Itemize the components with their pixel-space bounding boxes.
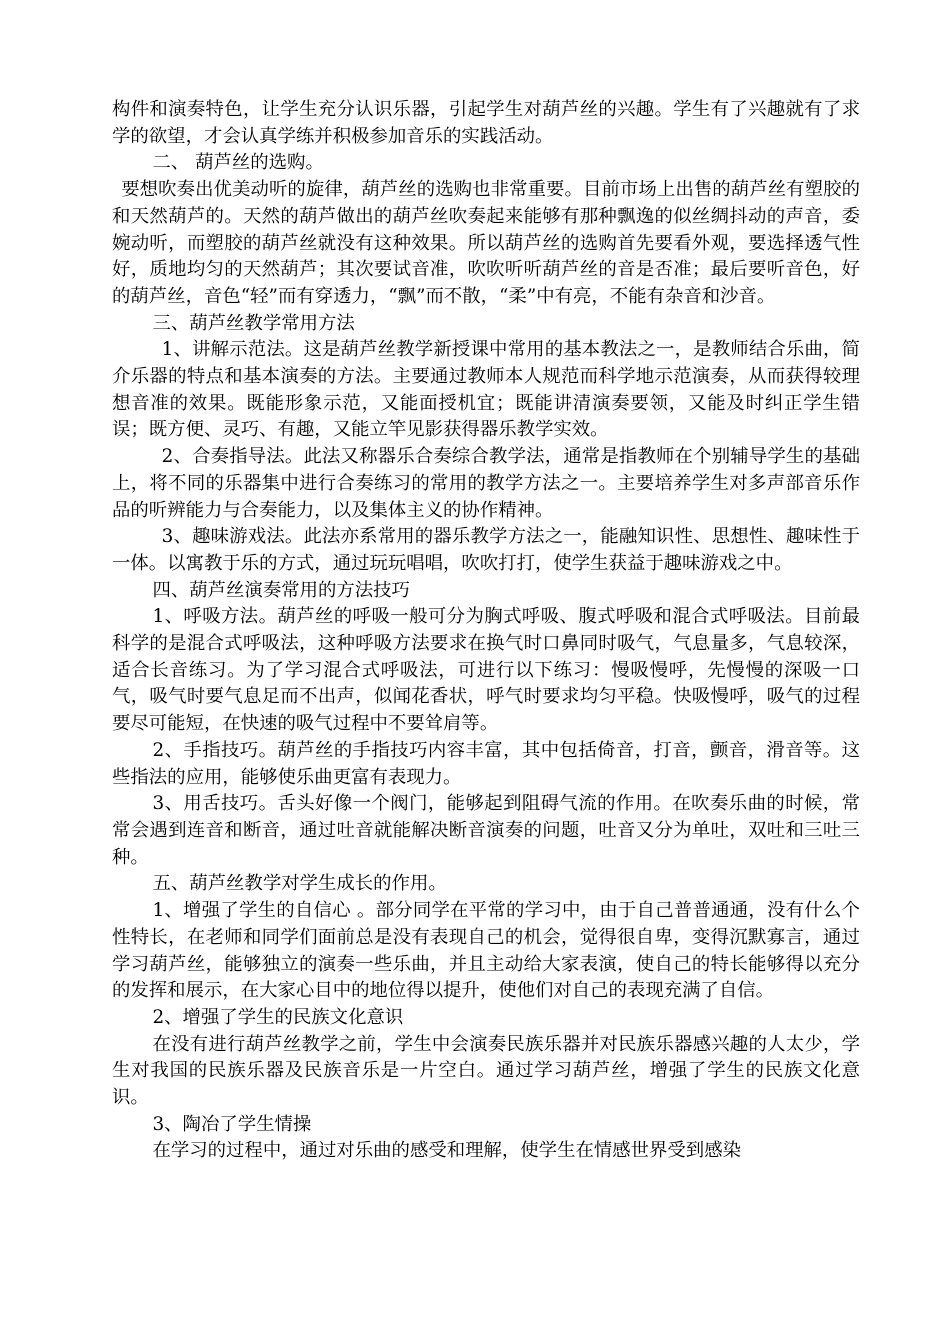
paragraph-effect-3: 在学习的过程中，通过对乐曲的感受和理解，使学生在情感世界受到感染 [152,1140,741,1162]
paragraph-method-2: 2、合奏指导法。此法又称器乐合奏综合教学法，通常是指教师在个别辅导学生的基础上，将不同的乐器集中进行合奏练习的常用的教学方法之一。主要培养学生对多声部音乐作品的听辨能力与合奏能力，以及集体主义的协作精神。 [112,446,860,521]
paragraph-method-3: 3、趣味游戏法。此法亦系常用的器乐教学方法之一，能融知识性、思想性、趣味性于一体。以寓教于乐的方式，通过玩玩唱唱，吹吹打打，使学生获益于趣味游戏之中。 [112,526,860,574]
paragraph-effect-2: 在没有进行葫芦丝教学之前，学生中会演奏民族乐器并对民族乐器感兴趣的人太少，学生对我国的民族乐器及民族音乐是一片空白。通过学习葫芦丝，增强了学生的民族文化意识。 [112,1033,860,1109]
paragraph-technique-1: 1、呼吸方法。葫芦丝的呼吸一般可分为胸式呼吸、腹式呼吸和混合式呼吸法。目前最科学的是混合式呼吸法，这种呼吸方法要求在换气时口鼻同时吸气，气息量多，气息较深，适合长音练习。为了学习混合式呼吸法，可进行以下练习：慢吸慢呼，先慢慢的深吸一口气，吸气时要气息足而不出声，似闻花香状，呼气时要求均匀平稳。快吸慢呼，吸气的过程要尽可能短，在快速的吸气过程中不要耸肩等。 [112,606,860,735]
paragraph-technique-3: 3、用舌技巧。舌头好像一个阀门，能够起到阻碍气流的作用。在吹奏乐曲的时候，常常会遇到连音和断音，通过吐音就能解决断音演奏的问题，吐音又分为单吐，双吐和三吐三种。 [112,793,860,868]
paragraph-effect-1: 1、增强了学生的自信心 。部分同学在平常的学习中，由于自己普普通通，没有什么个性特长，在老师和同学们面前总是没有表现自己的机会，觉得很自卑，变得沉默寡言，通过学习葫芦丝，能够独立的演奏一些乐曲，并且主动给大家表演，使自己的特长能够得以充分的发挥和展示，在大家心目中的地位得以提升，使他们对自己的表现充满了自信。 [112,900,860,1002]
paragraph-purchase: 要想吹奏出优美动听的旋律，葫芦丝的选购也非常重要。目前市场上出售的葫芦丝有塑胶的和天然葫芦的。天然的葫芦做出的葫芦丝吹奏起来能够有那种飘逸的似丝绸抖动的声音，委婉动听，而塑胶的葫芦丝就没有这种效果。所以葫芦丝的选购首先要看外观，要选择透气性好，质地均匀的天然葫芦；其次要试音准，吹吹听听葫芦丝的音是否准；最后要听音色，好的葫芦丝，音色“轻”而有穿透力，“飘”而不散，“柔”中有亮，不能有杂音和沙音。 [112,179,860,307]
document-page [112,97,860,1165]
section-heading-3: 三、葫芦丝教学常用方法 [152,312,355,334]
section-heading-2: 二、 葫芦丝的选购。 [152,152,324,174]
paragraph-intro-continued: 构件和演奏特色，让学生充分认识乐器，引起学生对葫芦丝的兴趣。学生有了兴趣就有了求学的欲望，才会认真学练并积极参加音乐的实践活动。 [112,99,860,147]
section-heading-5: 五、葫芦丝教学对学生成长的作用。 [152,873,447,895]
subheading-effect-3: 3、陶冶了学生情操 [152,1113,312,1135]
section-heading-4: 四、葫芦丝演奏常用的方法技巧 [152,579,410,601]
paragraph-technique-2: 2、手指技巧。葫芦丝的手指技巧内容丰富，其中包括倚音，打音，颤音，滑音等。这些指法的应用，能够使乐曲更富有表现力。 [112,739,860,788]
subheading-effect-2: 2、增强了学生的民族文化意识 [152,1006,404,1028]
paragraph-method-1: 1、讲解示范法。这是葫芦丝教学新授课中常用的基本教法之一，是教师结合乐曲，简介乐器的特点和基本演奏的方法。主要通过教师本人规范而科学地示范演奏，从而获得较理想音准的效果。既能形象示范，又能面授机宜；既能讲清演奏要领，又能及时纠正学生错误；既方便、灵巧、有趣，又能立竿见影获得器乐教学实效。 [112,339,860,441]
